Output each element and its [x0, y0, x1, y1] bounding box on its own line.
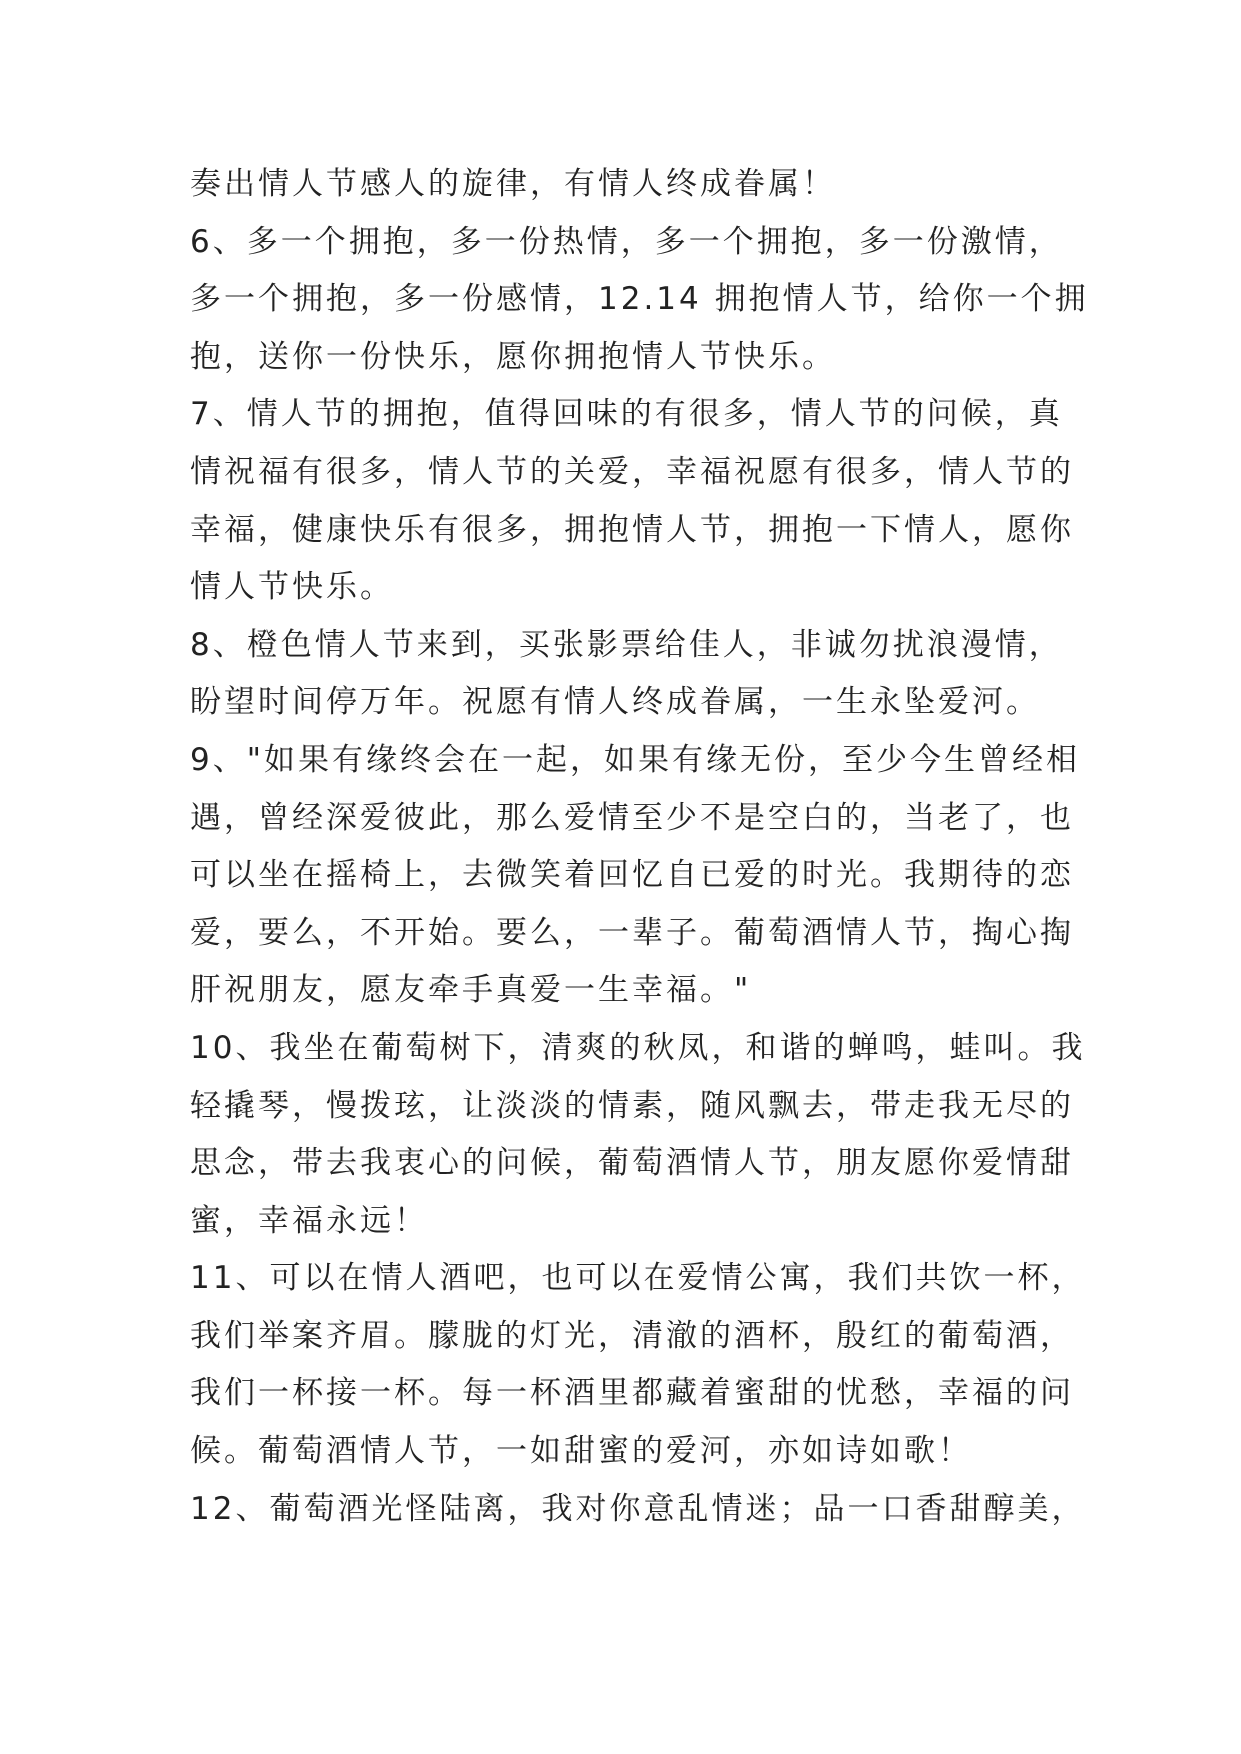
- text-line: 多一个拥抱，多一份感情，12.14 拥抱情人节，给你一个拥: [190, 281, 1089, 318]
- text-line: 抱，送你一份快乐，愿你拥抱情人节快乐。: [190, 338, 836, 375]
- text-line: 候。葡萄酒情人节，一如甜蜜的爱河，亦如诗如歌！: [190, 1433, 972, 1470]
- text-line: 肝祝朋友，愿友牵手真爱一生幸福。": [190, 972, 752, 1009]
- text-line: 8、橙色情人节来到，买张影票给佳人，非诚勿扰浪漫情，: [190, 626, 1063, 663]
- text-line: 我们举案齐眉。朦胧的灯光，清澈的酒杯，殷红的葡萄酒，: [190, 1317, 1074, 1354]
- text-line: 爱，要么，不开始。要么，一辈子。葡萄酒情人节，掏心掏: [190, 914, 1074, 951]
- text-line: 轻撬琴，慢拨玹，让淡淡的情素，随风飘去，带走我无尽的: [190, 1087, 1074, 1124]
- text-line: 7、情人节的拥抱，值得回味的有很多，情人节的问候，真: [190, 396, 1063, 433]
- text-line: 我们一杯接一杯。每一杯酒里都藏着蜜甜的忧愁，幸福的问: [190, 1375, 1074, 1412]
- text-line: 10、我坐在葡萄树下，清爽的秋凤，和谐的蝉鸣，蛙叫。我: [190, 1029, 1086, 1066]
- text-line: 可以坐在摇椅上，去微笑着回忆自已爱的时光。我期待的恋: [190, 857, 1074, 894]
- text-line: 遇，曾经深爱彼此，那么爱情至少不是空白的，当老了，也: [190, 799, 1074, 836]
- text-line: 9、"如果有缘终会在一起，如果有缘无份，至少今生曾经相: [190, 741, 1080, 778]
- text-line: 12、葡萄酒光怪陆离，我对你意乱情迷；品一口香甜醇美，: [190, 1490, 1086, 1527]
- text-line: 奏出情人节感人的旋律，有情人终成眷属！: [190, 166, 836, 202]
- text-line: 情祝福有很多，情人节的关爱，幸福祝愿有很多，情人节的: [190, 453, 1074, 490]
- text-line: 蜜，幸福永远！: [190, 1202, 428, 1239]
- text-line: 6、多一个拥抱，多一份热情，多一个拥抱，多一份激情，: [190, 223, 1063, 260]
- text-line: 思念，带去我衷心的问候，葡萄酒情人节，朋友愿你爱情甜: [190, 1145, 1074, 1182]
- text-line: 情人节快乐。: [190, 569, 394, 606]
- text-line: 11、可以在情人酒吧，也可以在爱情公寓，我们共饮一杯，: [190, 1260, 1086, 1297]
- document-body: [190, 156, 1089, 1538]
- text-line: 幸福，健康快乐有很多，拥抱情人节，拥抱一下情人，愿你: [190, 511, 1074, 548]
- text-line: 盼望时间停万年。祝愿有情人终成眷属，一生永坠爱河。: [190, 684, 1040, 721]
